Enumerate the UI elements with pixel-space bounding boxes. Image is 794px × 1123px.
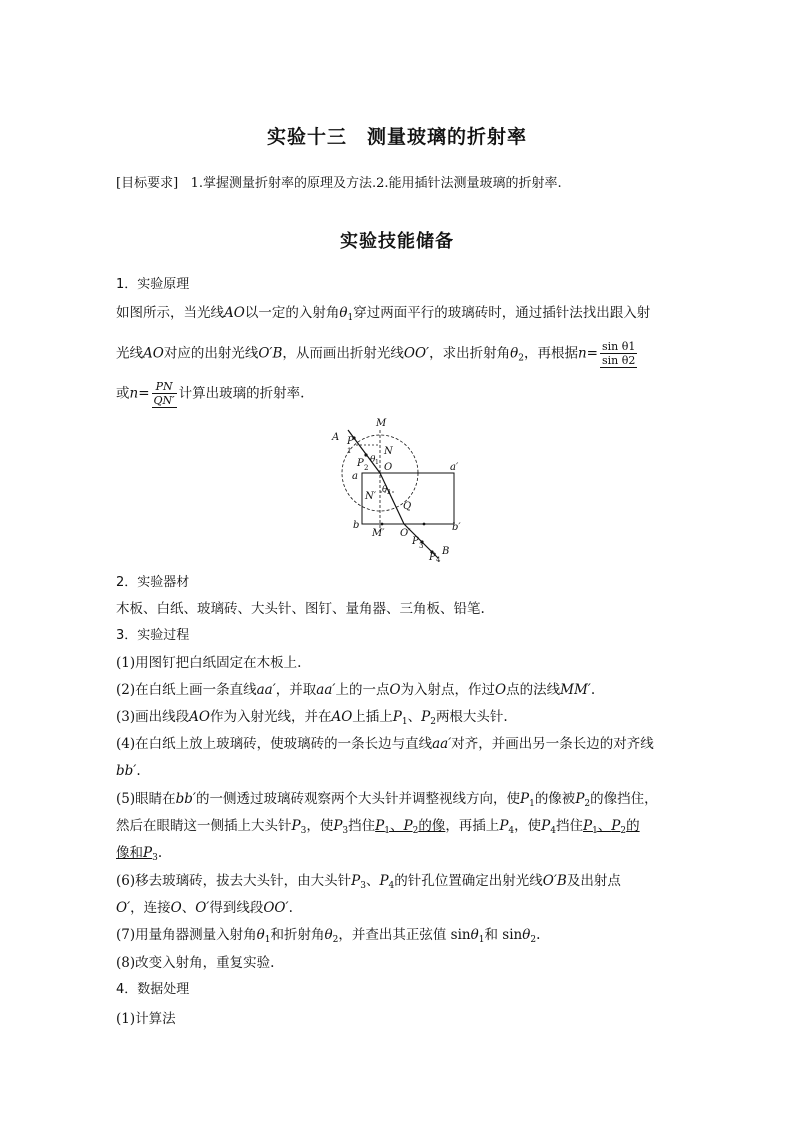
label-M: M — [376, 418, 387, 429]
principle-line-1: 如图所示，当光线AO以一定的入射角$\theta_1$穿过两面平行的玻璃砖时，通过插针法找出跟入射 — [116, 305, 651, 323]
label-theta1-sub: 1 — [375, 459, 379, 466]
process-step-3: (3)画出线段AO作为入射光线，并在AO上插上$P_1$、$P_2$两根大头针. — [116, 709, 508, 727]
page-title: 实验十三 测量玻璃的折射率 — [266, 126, 527, 148]
process-step-6-cont: O′，连接O、O′得到线段OO′. — [116, 900, 293, 916]
process-step-5-end: 像和$P_3$. — [116, 845, 163, 863]
process-step-8: (8)改变入射角，重复实验. — [116, 955, 275, 971]
label-O: O — [384, 462, 393, 473]
process-step-7: (7)用量角器测量入射角$\theta_1$和折射角$\theta_2$，并查出其正弦值 sinθ$_1$和 sinθ$_2$. — [116, 927, 541, 945]
label-P1-sub: 1 — [347, 447, 352, 455]
sine-ratio-fraction: $\frac{\text{sin θ1}}{\text{sin θ2}}$ — [601, 340, 636, 367]
label-theta2: θ — [382, 485, 388, 495]
label-A: A — [332, 432, 340, 443]
process-step-5: (5)眼睛在bb′的一侧透过玻璃砖观察两个大头针并调整视线方向，使$P_1$的像被$P_2$的像挡住， — [116, 791, 658, 809]
label-a: a — [352, 471, 358, 482]
equipment-text: 木板、白纸、玻璃砖、大头针、图钉、量角器、三角板、铅笔. — [116, 601, 485, 617]
pin-p2 — [364, 453, 367, 456]
learning-goal — [116, 172, 562, 191]
label-theta1: θ — [370, 455, 376, 465]
data-processing-heading: 4．数据处理 — [116, 982, 190, 997]
process-step-4: (4)在白纸上放上玻璃砖，使玻璃砖的一条长边与直线aa′对齐，并画出另一条长边的对齐线 — [116, 736, 654, 752]
section-heading: 实验技能储备 — [340, 231, 454, 252]
label-b-prime: b′ — [452, 522, 461, 533]
refracted-ray — [380, 473, 404, 524]
refraction-diagram — [326, 414, 476, 564]
goal-text: 1.掌握测量折射率的原理及方法.2.能用插针法测量玻璃的折射率. — [190, 176, 562, 191]
principle-line-2: 光线AO对应的出射光线O′B，从而画出折射光线OO′，求出折射角$\theta_2$，再根据n= $\frac{\text{sin θ1}}{\text{sin θ2}}$ — [116, 340, 636, 367]
label-P4-sub: 4 — [436, 556, 441, 564]
label-P4: P — [429, 552, 436, 563]
process-step-5-cont: 然后在眼睛这一侧插上大头针$P_3$，使$P_3$挡住$P_1$、$P_2$的像，再插上$P_4$，使$P_4$挡住$P_1$、$P_2$的 — [116, 818, 640, 836]
process-heading: 3．实验过程 — [116, 628, 190, 643]
label-O-prime: O′ — [400, 528, 411, 539]
label-P3-sub: 3 — [419, 542, 424, 550]
mark-left — [381, 523, 384, 526]
goal-label: [目标要求] — [116, 176, 179, 191]
label-a-prime: a′ — [450, 462, 459, 473]
label-N: N — [384, 446, 393, 457]
label-P2: P — [357, 458, 364, 469]
label-P3: P — [412, 536, 419, 547]
process-step-1: (1)用图钉把白纸固定在木板上. — [116, 655, 302, 671]
length-ratio-fraction: $\frac{PN}{QN'}$ — [153, 380, 175, 407]
process-step-2: (2)在白纸上画一条直线aa′，并取aa′上的一点O为入射点，作过O点的法线MM′. — [116, 682, 596, 698]
label-b: b — [353, 520, 360, 531]
label-P2-sub: 2 — [364, 464, 369, 472]
label-P1: P — [347, 436, 354, 447]
label-B: B — [442, 546, 450, 557]
process-step-6: (6)移去玻璃砖，拔去大头针，由大头针$P_3$、$P_4$的针孔位置确定出射光线O′B及出射点 — [116, 873, 621, 891]
calculation-method: (1)计算法 — [116, 1011, 176, 1027]
principle-line-3: 或n= $\frac{PN}{QN'}$ 计算出玻璃的折射率. — [116, 380, 305, 407]
principle-heading: 1．实验原理 — [116, 277, 190, 292]
label-N-prime: N′ — [365, 491, 377, 502]
label-M-prime: M′ — [372, 528, 385, 539]
label-Q: Q — [403, 501, 412, 512]
equipment-heading: 2．实验器材 — [116, 575, 190, 590]
label-theta2-sub: 2 — [387, 489, 391, 496]
mark-right — [423, 523, 426, 526]
process-step-4-cont: bb′. — [116, 763, 141, 779]
